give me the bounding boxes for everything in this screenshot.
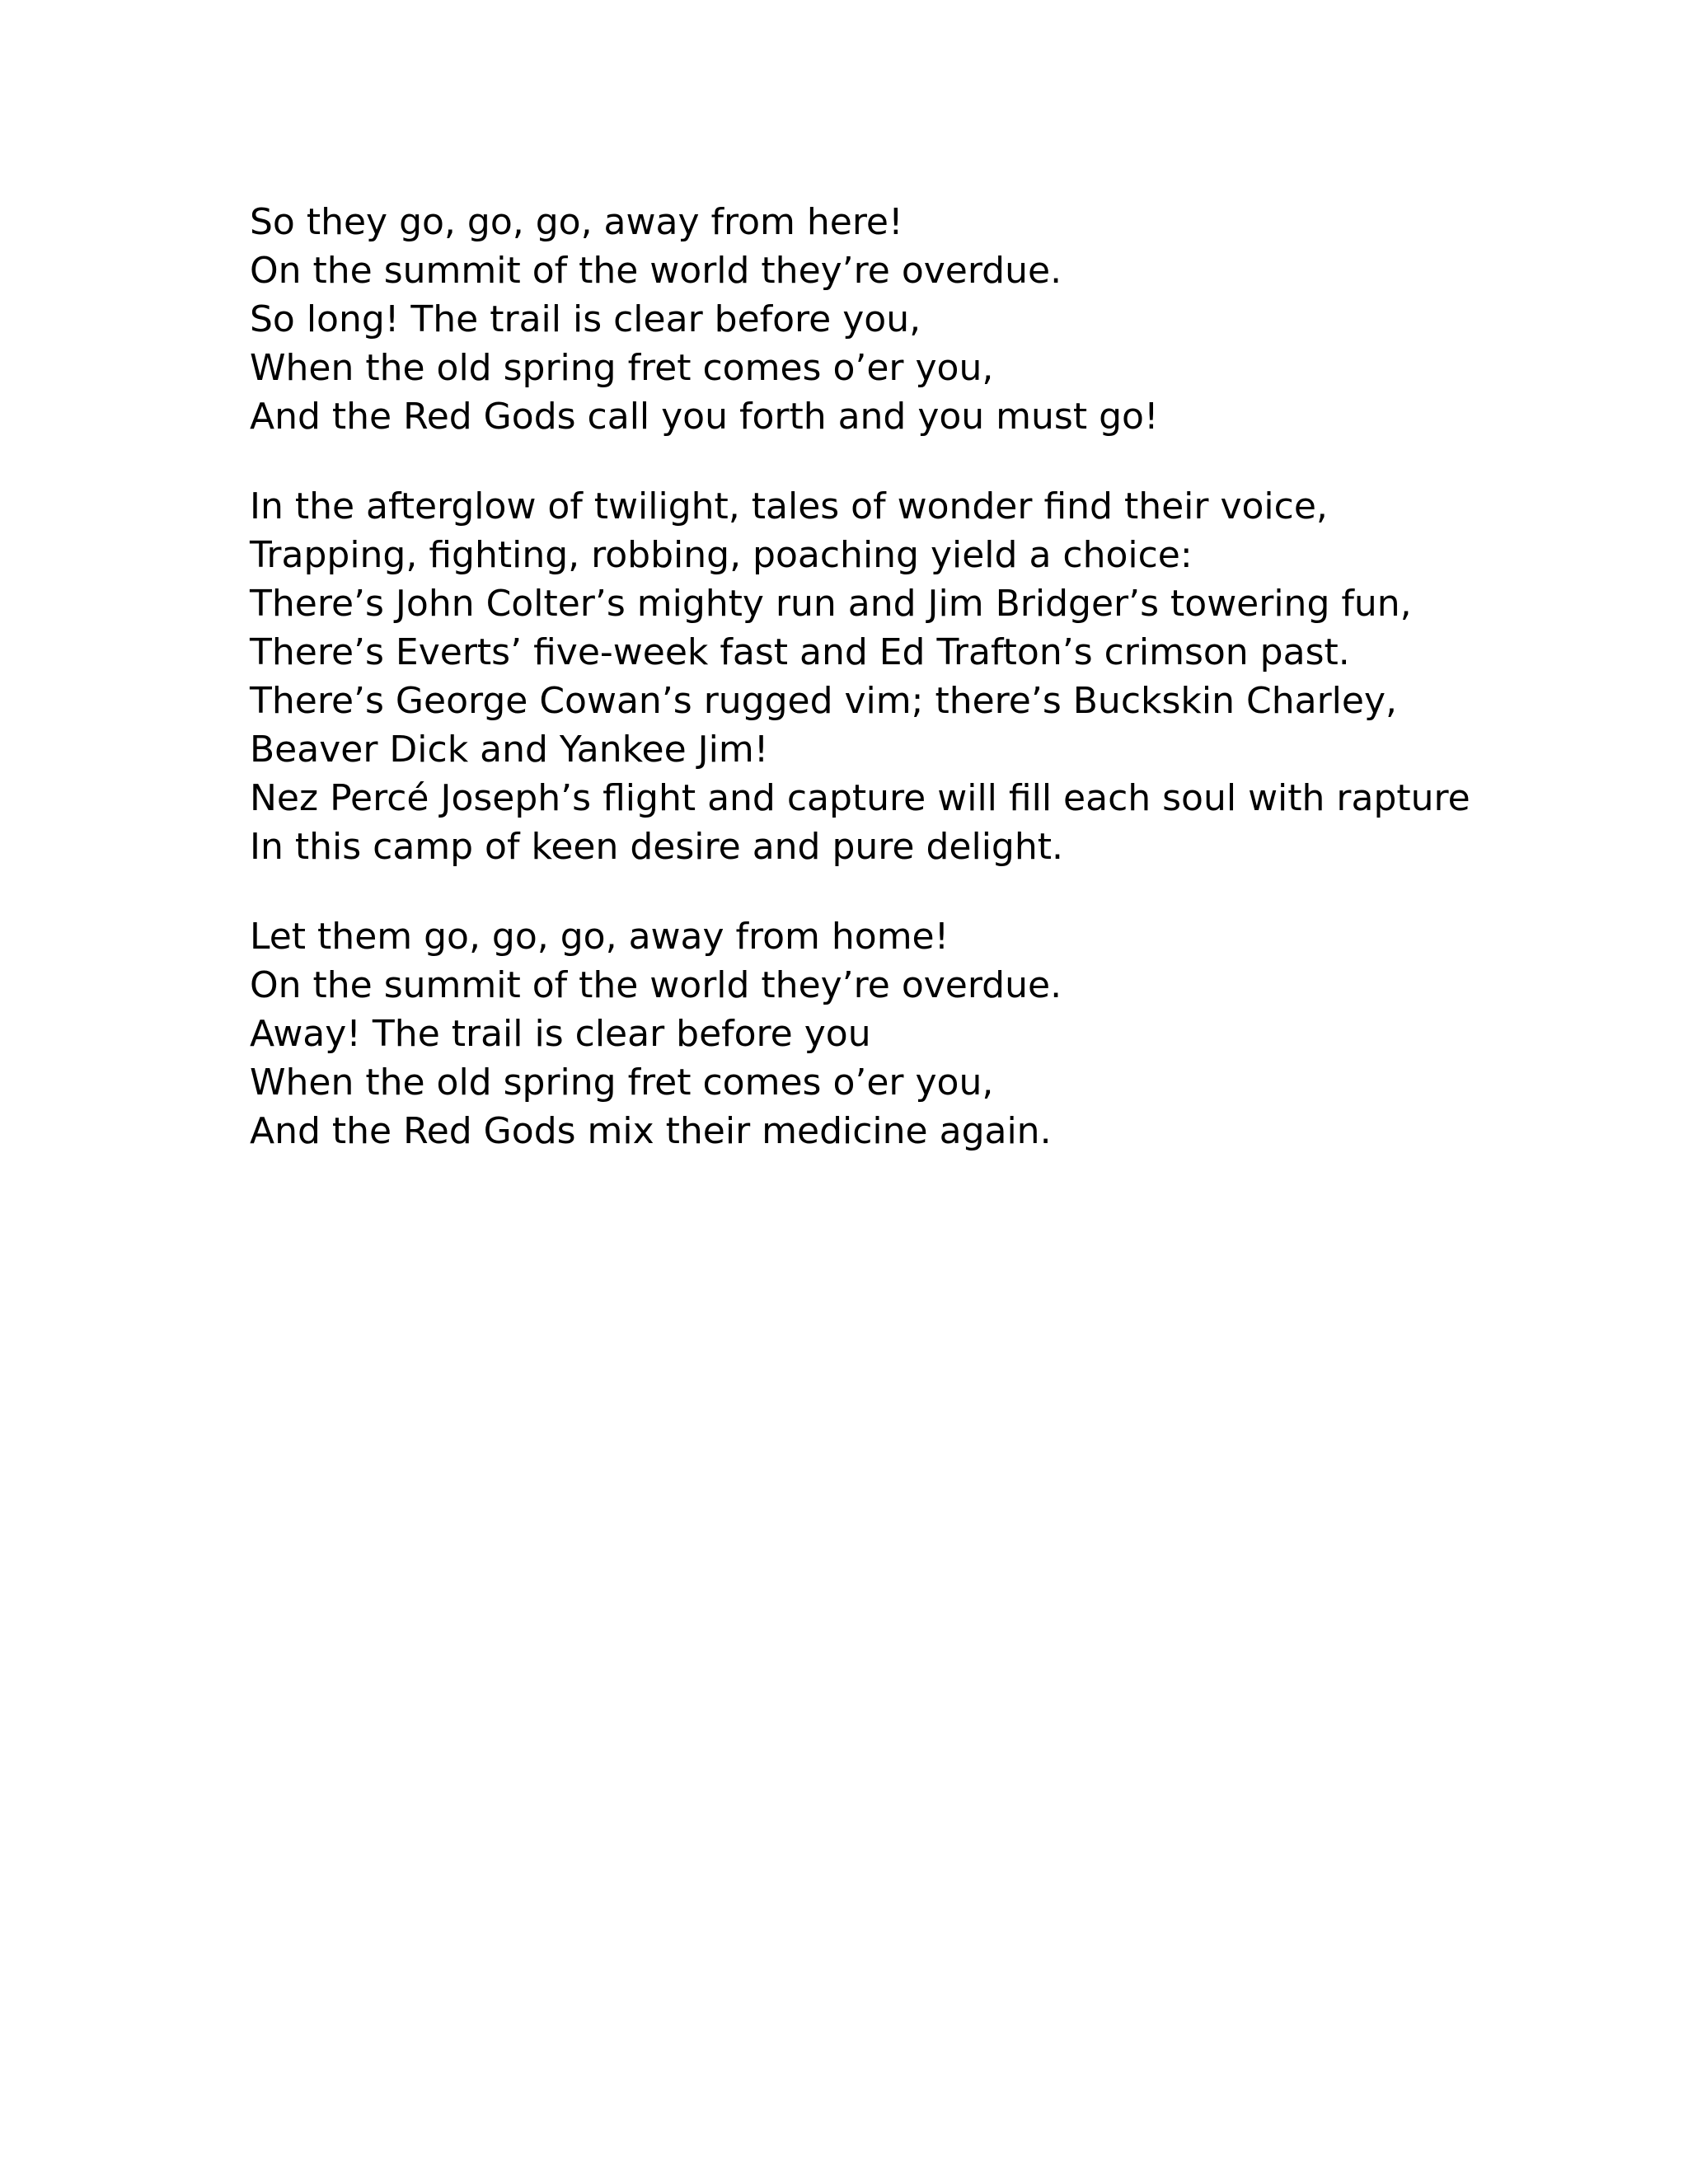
poem-line: Beaver Dick and Yankee Jim! [250, 729, 769, 771]
poem-line: Nez Percé Joseph’s flight and capture will fill each soul with rapture [250, 777, 1470, 819]
stanza-2 [250, 482, 1667, 871]
poem-line: There’s George Cowan’s rugged vim; there’s Buckskin Charley, [250, 680, 1397, 722]
poem-line: So long! The trail is clear before you, [250, 298, 921, 340]
poem-line: There’s Everts’ five-week fast and Ed Trafton’s crimson past. [250, 631, 1350, 673]
poem-line: And the Red Gods call you forth and you must go! [250, 396, 1159, 438]
poem-line: On the summit of the world they’re overdue. [250, 964, 1062, 1006]
poem-line: In this camp of keen desire and pure delight. [250, 826, 1063, 868]
poem-line: There’s John Colter’s mighty run and Jim Bridger’s towering fun, [250, 583, 1412, 625]
stanza-1 [250, 198, 1667, 441]
poem-line: So they go, go, go, away from here! [250, 201, 903, 243]
stanza-3 [250, 912, 1667, 1155]
poem-line: Trapping, fighting, robbing, poaching yield a choice: [250, 534, 1193, 576]
poem-body [250, 198, 1667, 1197]
poem-line: When the old spring fret comes o’er you, [250, 347, 994, 389]
poem-line: Let them go, go, go, away from home! [250, 916, 950, 958]
poem-line: In the afterglow of twilight, tales of wonder find their voice, [250, 485, 1328, 527]
poem-line: When the old spring fret comes o’er you, [250, 1062, 994, 1104]
poem-line: And the Red Gods mix their medicine again. [250, 1110, 1052, 1152]
poem-line: Away! The trail is clear before you [250, 1013, 871, 1055]
poem-line: On the summit of the world they’re overdue. [250, 250, 1062, 292]
